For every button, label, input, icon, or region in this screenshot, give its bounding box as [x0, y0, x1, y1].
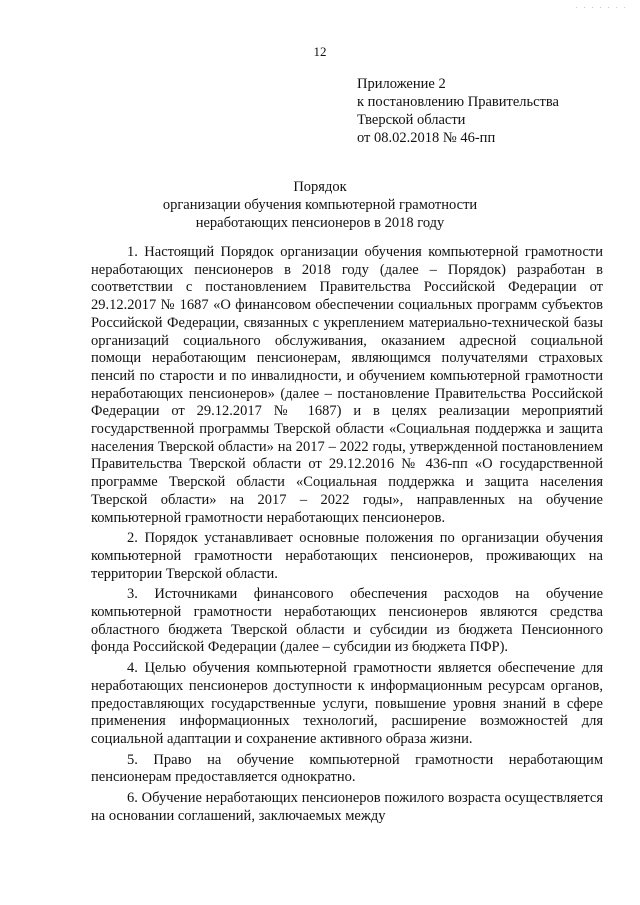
page-number: 12: [313, 44, 327, 59]
paragraph: 1. Настоящий Порядок организации обучения компьютерной грамотности неработающих пенсионеров в 2018 году (далее – Порядок) разработан в соответствии с постановлением Правительства Российской Федерации от 29.12.2017 № 1687 «О финансовом обеспечении социальных программ субъектов Российской Федерации, связанных с укреплением материально-технической базы организаций социального обслуживания, оказанием адресной социальной помощи неработающим пенсионерам, являющимся получателями страховых пенсий по старости и по инвалидности, и обучением компьютерной грамотности неработающих пенсионеров» (далее – постановление Правительства Российской Федерации от 29.12.2017 № 1687) и в целях реализации мероприятий государственной программы Тверской области «Социальная поддержка и защита населения Тверской области» на 2017 – 2022 годы, утвержденной постановлением Правительства Тверской области от 29.12.2016 № 436-пп «О государственной программе Тверской области «Социальная поддержка и защита населения Тверской области» на 2017 – 2022 годы», направленных на обучение компьютерной грамотности неработающих пенсионеров.: [91, 244, 603, 526]
appendix-line: к постановлению Правительства: [357, 94, 559, 110]
paragraph: 6. Обучение неработающих пенсионеров пожилого возраста осуществляется на основании соглашений, заключаемых между: [91, 790, 603, 824]
appendix-line: от 08.02.2018 № 46-пп: [357, 130, 496, 146]
document-title: [0, 178, 640, 232]
paragraph: 2. Порядок устанавливает основные положения по организации обучения компьютерной грамотности неработающих пенсионеров, проживающих на территории Тверской области.: [91, 530, 603, 582]
document-body: [91, 244, 603, 829]
title-line: организации обучения компьютерной грамотности: [162, 197, 478, 213]
appendix-line: Тверской области: [357, 112, 466, 128]
title-line: Порядок: [293, 179, 347, 195]
paragraph: 3. Источниками финансового обеспечения расходов на обучение компьютерной грамотности неработающих пенсионеров являются средства областного бюджета Тверской области и субсидии из бюджета Пенсионного фонда Российской Федерации (далее – субсидии из бюджета ПФР).: [91, 586, 603, 656]
paragraph: 4. Целью обучения компьютерной грамотности является обеспечение для неработающих пенсионеров доступности к информационным ресурсам органов, предоставляющих государственные услуги, повышение уровня знаний в сфере применения информационных технологий, расширение возможностей для социальной адаптации и сохранение активного образа жизни.: [91, 660, 603, 747]
paragraph: 5. Право на обучение компьютерной грамотности неработающим пенсионерам предоставляется однократно.: [91, 751, 603, 786]
appendix-line: Приложение 2: [357, 76, 446, 92]
appendix-header: [357, 75, 559, 147]
title-line: неработающих пенсионеров в 2018 году: [195, 215, 445, 231]
scan-marks-decoration: · · · · · · ·: [575, 4, 628, 12]
